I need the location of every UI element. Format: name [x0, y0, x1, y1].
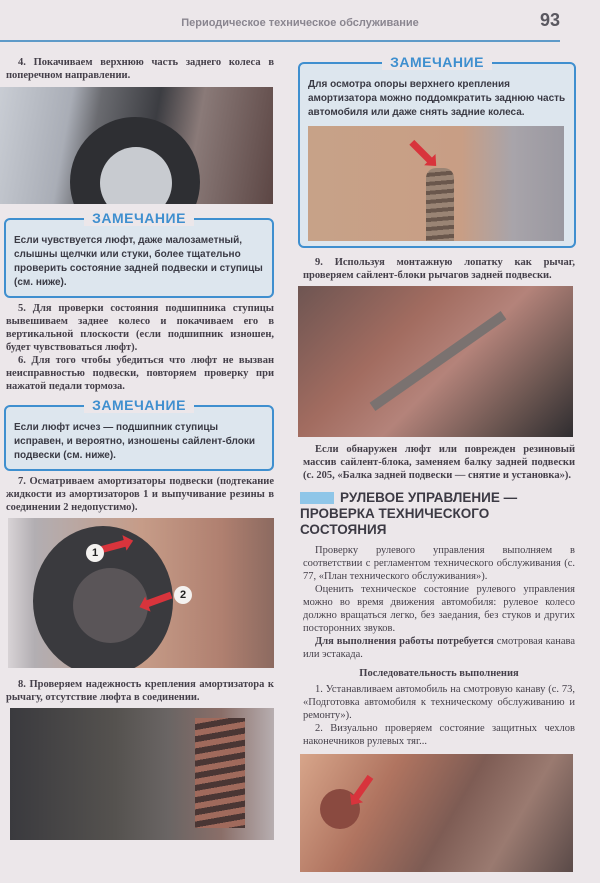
photo-upper-shock-mount: [308, 126, 564, 241]
arrow-icon: [409, 140, 432, 163]
photo-tie-rod-boots: [300, 754, 573, 872]
step-4: 4. Покачиваем верхнюю часть заднего колеса в поперечном направлении.: [6, 57, 274, 81]
left-column: [4, 56, 274, 840]
section-number-badge: [300, 492, 334, 504]
paragraph-replace-beam: Если обнаружен люфт или поврежден резиновый массив сайлент-блока, заменяем балку задней подвески (с. 205, «Балка задней подвески — снятие и установка»).: [303, 444, 575, 481]
tools-text: смотровая канава или эстакада.: [303, 636, 575, 660]
note-title: ЗАМЕЧАНИЕ: [382, 54, 492, 70]
step-9: 9. Используя монтажную лопатку как рычаг, проверяем сайлент-блоки рычагов задней подвески.: [303, 257, 575, 281]
photo-shock-absorbers: [8, 518, 274, 668]
callout-2: 2: [174, 586, 192, 604]
note-title: ЗАМЕЧАНИЕ: [84, 210, 194, 226]
intro-paragraph-1: Проверку рулевого управления выполняем в соответствии с регламентом технического обслуживания (с. 77, «План технического обслуживания»).: [303, 545, 575, 582]
note-box-3: [298, 54, 576, 248]
sequence-step-1: 1. Устанавливаем автомобиль на смотровую канаву (с. 73, «Подготовка автомобиля к техническому обслуживанию и ремонту»).: [303, 684, 575, 721]
arrow-icon: [353, 775, 374, 800]
note-text: Если чувствуется люфт, даже малозаметный, слышны щелчки или стуки, более тщательно проверить состояние задней подвески и ступицы (см. ниже).: [14, 235, 263, 288]
sequence-title: Последовательность выполнения: [359, 668, 519, 679]
tools-paragraph: [303, 635, 575, 661]
header-rule: [0, 40, 560, 42]
step-8: 8. Проверяем надежность крепления амортизатора к рычагу, отсутствие люфта в соединении.: [6, 679, 274, 703]
page-number: 93: [540, 10, 561, 30]
section-heading: [300, 490, 575, 538]
note-title: ЗАМЕЧАНИЕ: [84, 397, 194, 413]
intro-paragraph-2: Оценить техническое состояние рулевого управления можно во время движения автомобиля: рулевое колесо должно вращаться легко, без заедания, без стуков и других посторонних звуков.: [303, 584, 575, 634]
note-box-2: [4, 397, 274, 471]
photo-rear-wheel-rocking: [0, 87, 273, 204]
note-text: Если люфт исчез — подшипник ступицы исправен, и вероятно, изношены сайлент-блоки подвески (см. ниже).: [14, 422, 255, 461]
photo-silent-blocks: [298, 286, 573, 437]
step-6: 6. Для того чтобы убедиться что люфт не вызван неисправностью подвески, повторяем проверку при нажатой педали тормоза.: [6, 355, 274, 392]
sequence-step-2: 2. Визуально проверяем состояние защитных чехлов наконечников рулевых тяг...: [303, 723, 575, 747]
step-7: 7. Осматриваем амортизаторы подвески (подтекание жидкости из амортизаторов 1 и выпучивание резины в соединении 2 недопустимо).: [6, 476, 274, 513]
running-header: Периодическое техническое обслуживание: [181, 17, 419, 29]
note-box-1: [4, 210, 274, 298]
photo-shock-mount: [10, 708, 274, 840]
note-text: Для осмотра опоры верхнего крепления амортизатора можно поддомкратить заднюю часть автомобиля или даже снять задние колеса.: [308, 79, 566, 118]
section-title: РУЛЕВОЕ УПРАВЛЕНИЕ — ПРОВЕРКА ТЕХНИЧЕСКОГО СОСТОЯНИЯ: [300, 490, 518, 537]
tools-label: Для выполнения работы потребуется: [315, 636, 494, 647]
right-column: [300, 256, 575, 872]
callout-1: 1: [86, 544, 104, 562]
step-5: 5. Для проверки состояния подшипника ступицы вывешиваем заднее колесо и покачиваем его в вертикальной плоскости (если подшипник изношен, будет чувствоваться люфт).: [6, 303, 274, 353]
